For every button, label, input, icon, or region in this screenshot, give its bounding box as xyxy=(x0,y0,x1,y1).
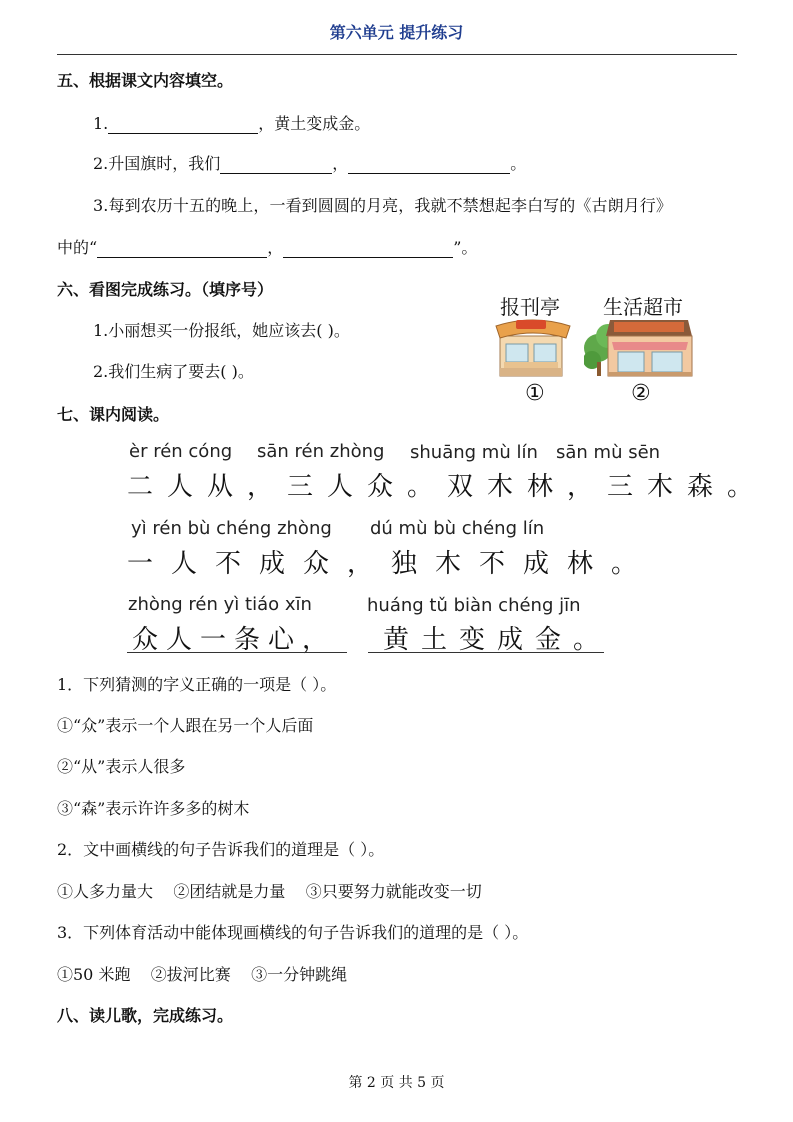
rhyme-underline-b xyxy=(368,652,604,653)
rhyme-r1-pinyin-a: èr rén cóng xyxy=(129,441,233,462)
rhyme-r2-pinyin-b: dú mù bù chéng lín xyxy=(370,518,545,539)
s7-q2-options: ①人多力量大 ②团结就是力量 ③只要努力就能改变一切 xyxy=(57,882,482,901)
rhyme-r3-text-b: 黄土变成金。 xyxy=(383,625,612,655)
s7-question-3: 3．下列体育活动中能体现画横线的句子告诉我们的道理的是（ ）。 xyxy=(57,923,529,942)
section-6-heading: 六、看图完成练习。（填序号） xyxy=(57,280,274,299)
shop-2-number: ② xyxy=(631,381,651,406)
s5-q1-blank[interactable] xyxy=(108,117,258,134)
section-8-heading: 八、读儿歌，完成练习。 xyxy=(57,1006,234,1025)
s5-question-2 xyxy=(93,151,526,174)
s7-question-2: 2．文中画横线的句子告诉我们的道理是（ ）。 xyxy=(57,840,385,859)
s5-q2-prefix: 2.升国旗时，我们 xyxy=(93,154,221,173)
s5-question-3-line1: 3.每到农历十五的晚上，一看到圆圆的月亮，我就不禁想起李白写的《古朗月行》 xyxy=(93,196,672,215)
shop-1-label: 报刊亭 xyxy=(500,295,560,319)
s6-question-2: 2.我们生病了要去( )。 xyxy=(93,362,254,381)
s7-q1-option-1: ①“众”表示一个人跟在另一个人后面 xyxy=(57,716,314,735)
s5-q1-prefix: 1. xyxy=(93,114,109,133)
rhyme-underline-a xyxy=(127,652,347,653)
s5-q3-prefix: 中的“ xyxy=(57,238,98,257)
s5-question-3-line2 xyxy=(57,235,477,258)
s7-q1-option-2: ②“从”表示人很多 xyxy=(57,757,186,776)
header-divider xyxy=(57,54,737,55)
rhyme-r3-pinyin-a: zhòng rén yì tiáo xīn xyxy=(128,594,312,615)
s5-question-1 xyxy=(93,111,370,134)
s5-q2-mid: ， xyxy=(332,154,349,173)
rhyme-r1-pinyin-d: sān mù sēn xyxy=(556,442,661,463)
rhyme-r1-pinyin-c: shuāng mù lín xyxy=(410,442,538,463)
shop-2-label: 生活超市 xyxy=(603,295,683,319)
newsstand-illustration xyxy=(494,316,572,380)
s7-question-1: 1．下列猜测的字义正确的一项是（ ）。 xyxy=(57,675,337,694)
s7-q1-option-3: ③“森”表示许许多多的树木 xyxy=(57,799,250,818)
s5-q2-end: 。 xyxy=(510,154,527,173)
rhyme-r3-pinyin-b: huáng tǔ biàn chéng jīn xyxy=(367,595,581,616)
rhyme-r3-text-a: 众人一条心， xyxy=(132,625,337,655)
s7-q3-options: ①50 米跑 ②拔河比赛 ③一分钟跳绳 xyxy=(57,965,348,984)
s5-q3-blank-2[interactable] xyxy=(283,241,453,258)
rhyme-r1-pinyin-b: sān rén zhòng xyxy=(257,441,385,462)
section-5-heading: 五、根据课文内容填空。 xyxy=(57,71,234,90)
s6-question-1: 1.小丽想买一份报纸，她应该去( )。 xyxy=(93,321,350,340)
rhyme-r2-text: 一人不成众，独木不成林。 xyxy=(127,549,656,579)
section-7-heading: 七、课内阅读。 xyxy=(57,405,170,424)
shop-1-number: ① xyxy=(525,381,545,406)
s5-q3-end: ”。 xyxy=(453,238,478,257)
s5-q3-mid: ， xyxy=(267,238,284,257)
page-header-title: 第六单元 提升练习 xyxy=(329,23,464,42)
s5-q2-blank-2[interactable] xyxy=(348,157,510,174)
rhyme-r2-pinyin-a: yì rén bù chéng zhòng xyxy=(131,518,332,539)
s5-q1-suffix: ，黄土变成金。 xyxy=(258,114,371,133)
s5-q3-blank-1[interactable] xyxy=(97,241,267,258)
page-footer: 第 2 页 共 5 页 xyxy=(348,1075,445,1091)
rhyme-r1-text: 二人从，三人众。双木林，三木森。 xyxy=(127,472,768,502)
supermarket-illustration xyxy=(584,312,696,380)
s5-q2-blank-1[interactable] xyxy=(220,157,332,174)
